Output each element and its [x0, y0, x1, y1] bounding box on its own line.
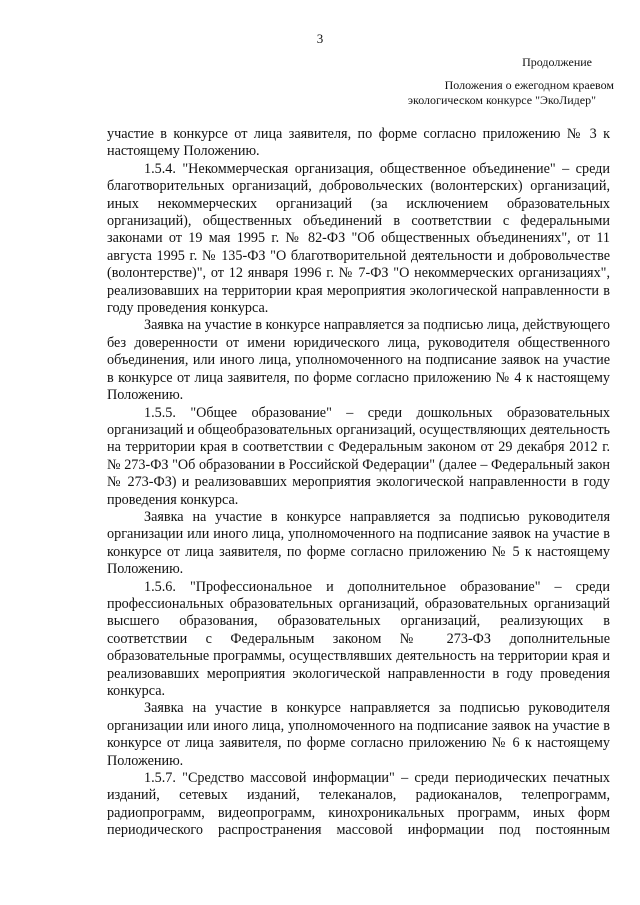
paragraph-application-ngo: Заявка на участие в конкурсе направляется за подписью лица, действующего без доверенности от имени юридического лица, руководителя общественного объединения, или иного лица, уполномоченного на подписание заявок на участие в конкурсе от лица заявителя, по форме согласно приложению № 4 к настоящему Положению.	[107, 317, 610, 404]
header-line-1: Положения о ежегодном краевом	[444, 78, 614, 92]
document-body	[107, 126, 610, 840]
paragraph-1-5-5: 1.5.5. "Общее образование" – среди дошкольных образовательных организаций и общеобразовательных организаций, осуществляющих деятельность на территории края в соответствии с Федеральным законом от 29 декабря 2012 г. № 273-ФЗ "Об образовании в Российской Федерации" (далее – Федеральный закон № 273-ФЗ) и реализовавших мероприятия экологической направленности в году проведения конкурса.	[107, 404, 610, 508]
paragraph-continuation: участие в конкурсе от лица заявителя, по форме согласно приложению № 3 к настоящему Положению.	[107, 126, 610, 160]
paragraph-1-5-6: 1.5.6. "Профессиональное и дополнительное образование" – среди профессиональных образовательных организаций, образовательных организаций высшего образования, образовательных организаций, реализующих в соответствии с Федеральным законом № 273-ФЗ дополнительные образовательные программы, осуществлявших деятельность на территории края и реализовавших мероприятия экологической направленности в году проведения конкурса.	[107, 578, 610, 699]
header-line-2: экологическом конкурсе "ЭкоЛидер"	[407, 93, 596, 107]
page-number: 3	[316, 31, 324, 46]
paragraph-1-5-7: 1.5.7. "Средство массовой информации" – среди периодических печатных изданий, сетевых изданий, телеканалов, радиоканалов, телепрограмм, радиопрограмм, видеопрограмм, кинохроникальных программ, иных форм периодического распространения массовой информации под постоянным	[107, 770, 610, 839]
paragraph-application-professional-education: Заявка на участие в конкурсе направляется за подписью руководителя организации или иного лица, уполномоченного на подписание заявок на участие в конкурсе от лица заявителя, по форме согласно приложению № 6 к настоящему Положению.	[107, 700, 610, 769]
paragraph-application-general-education: Заявка на участие в конкурсе направляется за подписью руководителя организации или иного лица, уполномоченного на подписание заявок на участие в конкурсе от лица заявителя, по форме согласно приложению № 5 к настоящему Положению.	[107, 508, 610, 578]
header-continued: Продолжение	[522, 55, 592, 69]
continuation-header	[408, 55, 614, 108]
paragraph-1-5-4: 1.5.4. "Некоммерческая организация, общественное объединение" – среди благотворительных организаций, добровольческих (волонтерских) организаций, иных некоммерческих организаций (за исключением образовательных организаций), общественных объединений в соответствии с федеральными законами от 19 мая 1995 г. № 82-ФЗ "Об общественных объединениях", от 11 августа 1995 г. № 135-ФЗ "О благотворительной деятельности и добровольчестве (волонтерстве)", от 12 января 1996 г. № 7-ФЗ "О некоммерческих организациях", реализовавших на территории края мероприятия экологической направленности в году проведения конкурса.	[107, 160, 610, 317]
